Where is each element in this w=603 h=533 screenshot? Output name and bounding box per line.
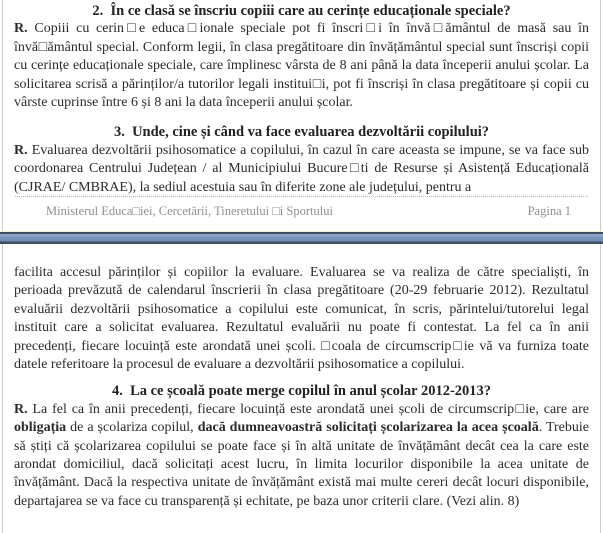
page-break-separator [0,231,603,244]
continuation-paragraph: facilita accesul părinților și copiilor la evaluare. Evaluarea se va realiza de către specialiști, în perioada prevăzută de calendarul înscrierii în clasa pregătitoare (20-29 februarie 2012). Rezultatul evaluării dezvoltării psihosomatice a copilului este comunicat, în scris, părintelui/tutorelui legal instituit care a solicitat evaluarea. Rezultatul evaluării nu poate fi contestat. La fel ca în anii precedenți, fiecare locuință este arondată unei școli. □coala de circumscrip□ie vă va furniza toate datele referitoare la procesul de evaluare a dezvoltării psihosomatice a copilului. [14,265,589,373]
question-4-answer [14,401,589,511]
answer-4-run-2: obligația [14,420,67,436]
answer-4-run-4: dacă dumneavoastră solicitați școlarizarea la acea școală [197,420,539,436]
question-2-answer [14,20,589,112]
page-2 [2,244,601,533]
answer-4-run-1: La fel ca în anii precedenți, fiecare locuință este arondată unei școli de circumscrip□ie, care are [27,401,589,417]
question-3-heading: 3. Unde, cine și când va face evaluarea dezvoltării copilului? [113,124,490,141]
question-4-heading: 4. La ce școală poate merge copilul în anul școlar 2012-2013? [111,383,492,400]
answer-4-run-0: R. [14,401,28,417]
footer-ministry-text: Ministerul Educa□iei, Cercetării, Tineretului □i Sportului [46,204,333,218]
page-1 [2,0,601,231]
question-3-answer [14,142,589,197]
footer-page-number: Pagina 1 [527,204,571,218]
answer-4-run-5: . Trebuie să știți că școlarizarea copilului se poate face și în altă unitate de învățământ decât cea la care este arondat domiciliul, dacă solicitați acest lucru, în limita locurilor disponibile la acea unitate de învățământ. Dacă la respectiva unitate de învățământ există mai multe cereri decât locuri disponibile, departajarea se va face cu transparență și echitate, pe baza unor criterii clare. (Vezi alin. 8) [14,420,589,509]
answer-3-text: Evaluarea dezvoltării psihosomatice a copilului, în cazul în care aceasta se impune, se va face sub coordonarea Centrului Județean / al Municipiului Bucure□ti de Resurse și Asistență Educațională (CJRAE/ CMBRAE), la sediul acestuia sau în diferite zone ale județului, pentru a [14,142,589,195]
answer-2-prefix: R. [14,21,28,37]
answer-4-run-3: de a școlariza copilul, [66,420,198,436]
answer-2-text: Copiii cu cerin□e educa□ionale speciale pot fi înscri□i în învă□ământul de masă sau în învă□ământul special. Conform legii, în clasa pregătitoare din învățământul special sunt înscriși copii cu cerințe educaționale speciale, care împlinesc vârsta de 8 ani până la data începerii anului școlar. La solicitarea scrisă a părinților/a tutorilor legali institui□i, pot fi înscriși în clasa pregătitoare și copii cu vârste cuprinse între 6 și 8 ani la data începerii anului școlar. [14,21,589,111]
answer-3-prefix: R. [14,142,28,158]
question-2-heading: 2. În ce clasă se înscriu copiii care au cerințe educaționale speciale? [92,3,511,19]
page-1-footer [15,196,588,219]
